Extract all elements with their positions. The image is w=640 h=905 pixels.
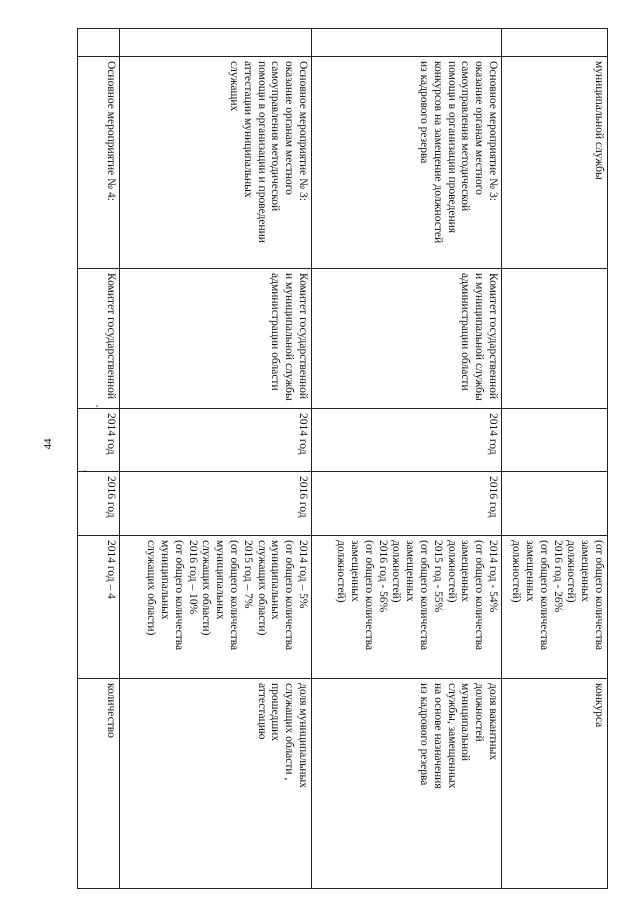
- result-cell: 2014 год – 5% (от общего количества муниципальных служащих области) 2015 год – 7% (от общего количества муниципальных служащих области) 2016 год – 10% (от общего количества муниципальных служащих области): [120, 536, 312, 679]
- table-row: [312, 29, 502, 889]
- start-year-cell: [502, 409, 608, 472]
- indicator-cell: конкурса: [502, 679, 608, 889]
- table-cell: [502, 29, 608, 57]
- indicator-cell: доля вакантных должностей муниципальной службы, замещенных на основе назначения из кадрового резерва: [312, 679, 502, 889]
- measure-cell: муниципальной службы: [502, 57, 608, 269]
- table-cell: [78, 29, 120, 57]
- executor-cell: Комитет государственной: [78, 269, 120, 409]
- executor-cell: Комитет государственной и муниципальной службы администрации области: [120, 269, 312, 409]
- table-cell: [312, 29, 502, 57]
- result-cell: 2014 год – 4: [78, 536, 120, 679]
- table-row: [120, 29, 312, 889]
- table-row: [78, 29, 120, 889]
- program-measures-table: [77, 28, 608, 889]
- end-year-cell: [502, 472, 608, 536]
- measure-cell: Основное мероприятие № 3: оказание органам местного самоуправления методической помощи в организации и проведении аттестации муниципальных служащих: [120, 57, 312, 269]
- start-year-cell: 2014 год: [78, 409, 120, 472]
- executor-cell: Комитет государственной и муниципальной службы администрации области: [312, 269, 502, 409]
- measure-cell: Основное мероприятие № 4:: [78, 57, 120, 269]
- end-year-cell: 2016 год: [78, 472, 120, 536]
- indicator-cell: доля муниципальных служащих области , прошедших аттестацию: [120, 679, 312, 889]
- end-year-cell: 2016 год: [312, 472, 502, 536]
- executor-cell: [502, 269, 608, 409]
- result-cell: 2014 год - 54% (от общего количества замещенных должностей) 2015 год - 55% (от общего количества замещенных должностей) 2016 год - 56% (от общего количества замещенных должностей): [312, 536, 502, 679]
- end-year-cell: 2016 год: [120, 472, 312, 536]
- start-year-cell: 2014 год: [120, 409, 312, 472]
- result-cell: (от общего количества замещенных должностей) 2016 год - 26% (от общего количества замещенных должностей): [502, 536, 608, 679]
- rotated-table-wrapper: [78, 28, 608, 888]
- table-cell: [120, 29, 312, 57]
- indicator-cell: количество: [78, 679, 120, 889]
- measure-cell: Основное мероприятие № 3: оказание органам местного самоуправления методической помощи в организации проведения конкурсов на замещение должностей из кадрового резерва: [312, 57, 502, 269]
- start-year-cell: 2014 год: [312, 409, 502, 472]
- table-row: [502, 29, 608, 889]
- page-number: 44: [42, 438, 54, 450]
